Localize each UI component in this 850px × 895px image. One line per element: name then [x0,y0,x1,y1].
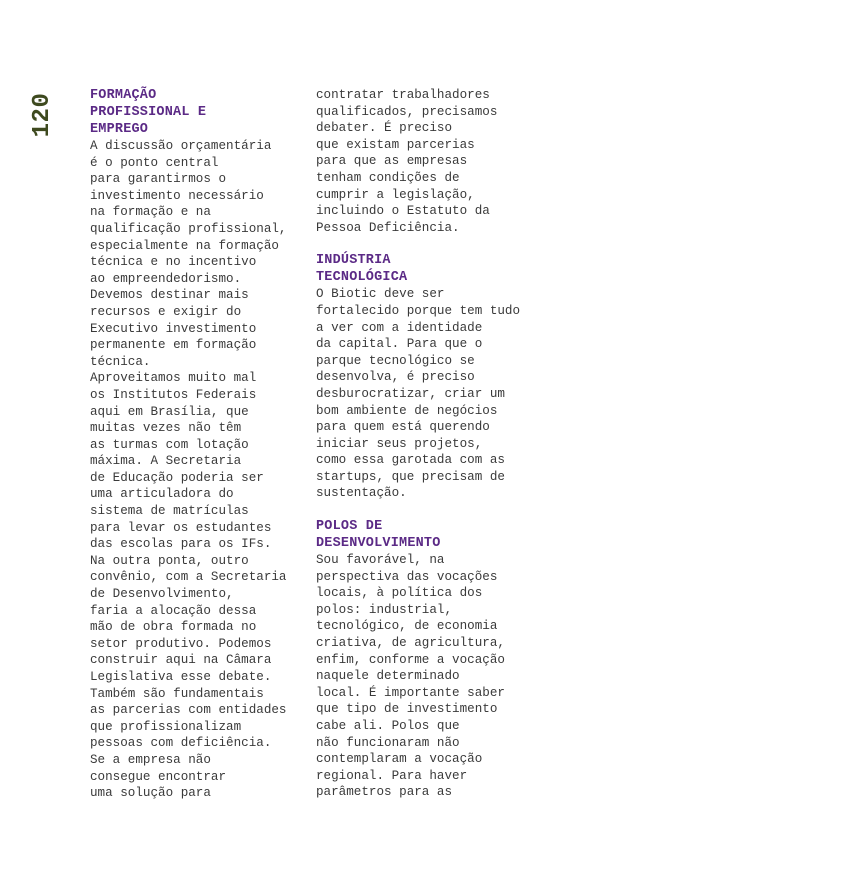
section-heading-polos: POLOS DE DESENVOLVIMENTO [316,519,441,552]
right-column [316,87,531,801]
section-spacer [316,502,531,518]
section-spacer [316,236,531,252]
paragraph-continuation: contratar trabalhadores qualificados, precisamos debater. É preciso que existam parcerias para que as empresas tenham condições de cumprir a legislação, incluindo o Estatuto da Pessoa Deficiência. [316,88,498,235]
paragraph-formacao-2: Aproveitamos muito mal os Institutos Federais aqui em Brasília, que muitas vezes não têm as turmas com lotação máxima. A Secretaria de Educação poderia ser uma articuladora do sistema de matrículas para levar os estudantes das escolas para os IFs. Na outra ponta, outro convênio, com a Secretaria de Desenvolvimento, faria a alocação dessa mão de obra formada no setor produtivo. Podemos construir aqui na Câmara Legislativa esse debate. Também são fundamentais as parcerias com entidades que profissionalizam pessoas com deficiência. Se a empresa não consegue encontrar uma solução para [90,371,287,801]
page-number: 120 [28,92,56,138]
paragraph-formacao-1: A discussão orçamentária é o ponto central para garantirmos o investimento necessário na formação e na qualificação profissional, especialmente na formação técnica e no incentivo ao empreendedorismo. Devemos destinar mais recursos e exigir do Executivo investimento permanente em formação técnica. [90,139,287,369]
left-column [90,87,305,802]
paragraph-industria: O Biotic deve ser fortalecido porque tem tudo a ver com a identidade da capital. Para que o parque tecnológico se desenvolva, é preciso desburocratizar, criar um bom ambiente de negócios para quem está querendo iniciar seus projetos, como essa garotada com as startups, que precisam de sustentação. [316,287,521,501]
paragraph-polos: Sou favorável, na perspectiva das vocações locais, à política dos polos: industrial, tecnológico, de economia criativa, de agricultura, enfim, conforme a vocação naquele determinado local. É importante saber que tipo de investimento cabe ali. Polos que não funcionaram não contemplaram a vocação regional. Para haver parâmetros para as [316,553,505,800]
section-heading-formacao: FORMAÇÃO PROFISSIONAL E EMPREGO [90,88,207,137]
section-heading-industria: INDÚSTRIA TECNOLÓGICA [316,253,408,286]
